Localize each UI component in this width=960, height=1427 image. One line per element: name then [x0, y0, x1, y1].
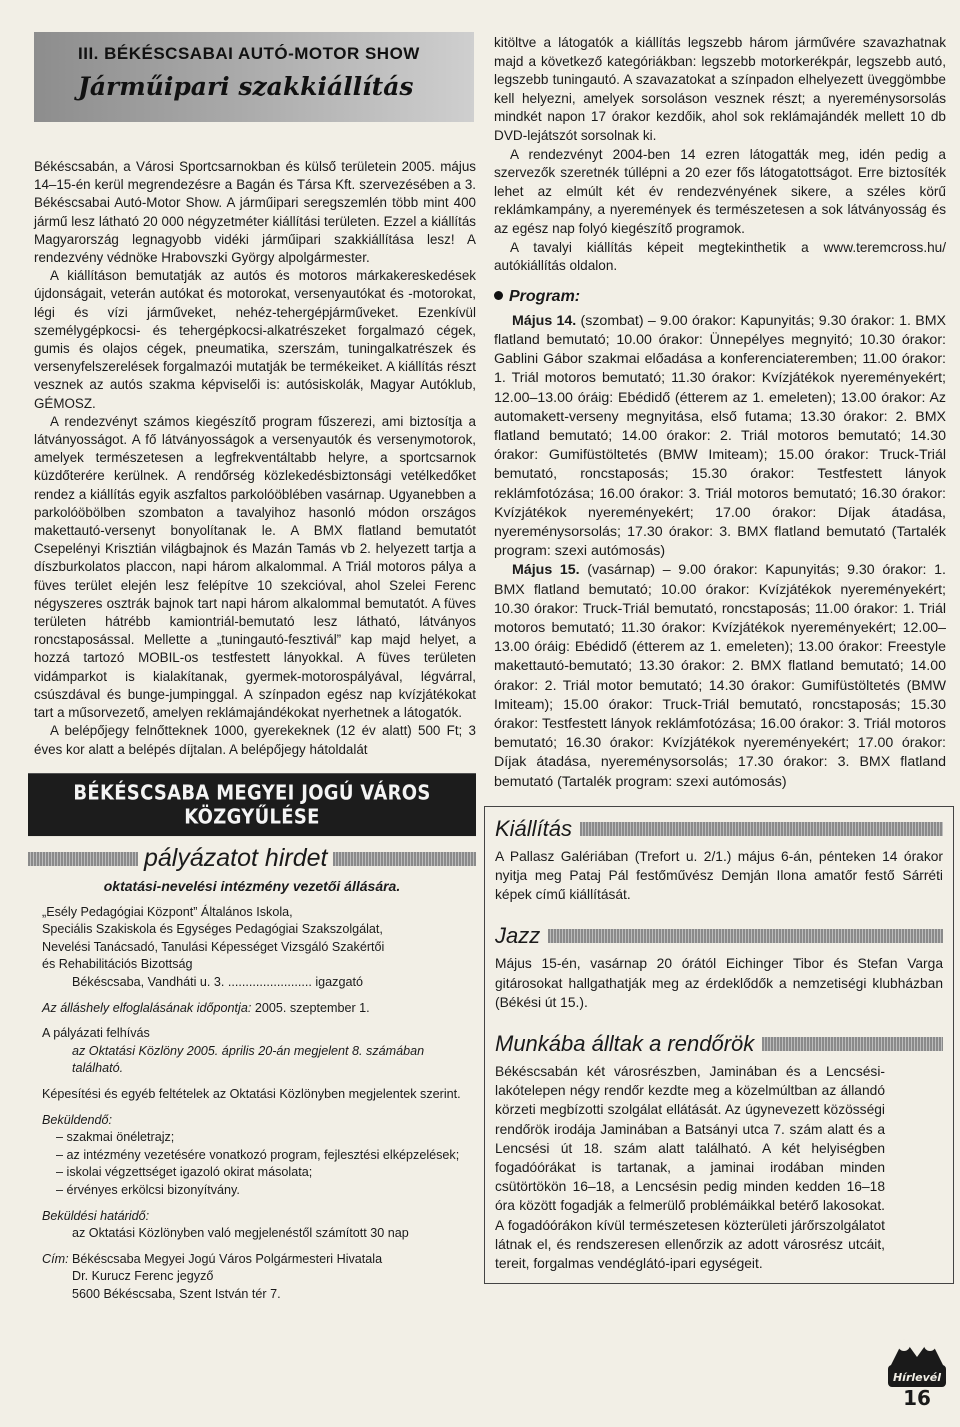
notice-subtitle-row	[28, 844, 476, 874]
right-column	[494, 34, 946, 1284]
hirlevel-logo-icon	[886, 1327, 948, 1409]
section-text	[495, 954, 943, 1012]
job-notice	[28, 773, 476, 1304]
list-item: – érvényes erkölcsi bizonyítvány.	[52, 1182, 462, 1200]
submit-list	[52, 1129, 462, 1199]
main-paragraph: A belépőjegy felnőtteknek 1000, gyerekeknek (12 év alatt) 500 Ft; 3 éves kor alatt a belépés díjtalan. A belépőjegy hátoldalát	[34, 723, 476, 757]
section-paragraph: Május 15-én, vasárnap 20 órától Eichinger Tibor és Stefan Varga gitárosokat hallgathatják meg az érdeklődők a nemzetiségi klubházban (Békési út 15.).	[495, 956, 943, 1010]
article-banner	[34, 32, 474, 122]
section-title: Jazz	[495, 923, 541, 949]
institution-address: Békéscsaba, Vandháti u. 3. ........................ igazgató	[72, 975, 363, 990]
call-label: A pályázati felhívás	[42, 1026, 150, 1041]
address-lines	[72, 1251, 382, 1304]
deadline-value: az Oktatási Közlönyben való megjelenéstől számított 30 nap	[72, 1226, 409, 1241]
notice-header: BÉKÉSCSABA MEGYEI JOGÚ VÁROS KÖZGYŰLÉSE	[28, 774, 476, 836]
list-item: – az intézmény vezetésére vonatkozó program, fejlesztési elképzelések;	[52, 1147, 462, 1165]
short-news-box	[484, 806, 954, 1284]
submit-section	[42, 1112, 462, 1200]
main-paragraph: A kiállításon bemutatják az autós és motoros márkakereskedések újdonságait, veterán autókat és motorokat, versenyautókat és -motorokat, légi és vízi járműveket, nehéz-tehergépjárműveket. Ezenkívül személygépkocsi- és tehergépkocsi-alkatrészeket forgalmazó cégek, gumis és olajos cégek, pneumatika, szerszám, tuningalkatrészek és versenyfelszerelések forgalmazói mutatják be termékeiket. A kiállítás részt vesznek az autós szakma képviselői is: autósiskolák, Magyar Autóklub, GÉMOSZ.	[34, 268, 476, 411]
program-day-1	[494, 312, 946, 562]
notice-body	[42, 904, 462, 1304]
institution-line: Speciális Szakiskola és Egységes Pedagógiai Szakszolgálat,	[42, 922, 383, 937]
address-section	[42, 1251, 462, 1304]
deadline-section	[42, 1208, 462, 1243]
decorative-bar	[580, 822, 943, 836]
submit-label: Beküldendő:	[42, 1112, 113, 1127]
section-text	[495, 1062, 943, 1273]
page-number: 16	[903, 1386, 931, 1409]
section-text	[495, 847, 943, 905]
decorative-bar	[333, 852, 476, 866]
section-title-row	[495, 815, 943, 843]
day-label: Május 15.	[512, 562, 580, 579]
institution-name	[42, 904, 462, 992]
list-item: – iskolai végzettséget igazoló okirat másolata;	[52, 1164, 462, 1182]
program-schedule	[494, 312, 946, 792]
address-label: Cím:	[42, 1251, 69, 1266]
notice-subtitle: pályázatot hirdet	[144, 844, 328, 873]
program-day-2	[494, 561, 946, 791]
section-paragraph: Békéscsabán két városrészben, Jaminában és a Lencsési-lakótelepen négy rendőr kezdte meg a közelmúltban az állandó körzeti megbízotti szolgálat ellátását. Az úgynevezett közösségi rendőrök irodája Jaminában a Batsányi utca 7. szám alatt és a Lencsési út 18. szám alatt található. A két helyiségben fogadóórákat is tartanak, a jaminai irodában minden csütörtökön 16–18, a Lencsésin pedig minden kedden 16–18 óra között fogadják a felmerülő problémáikkal betérő lakosokat. A fogadóórákon kívül természetesen közterületi járőrszolgálatot látnak el, és rendszeresen ellenőrzik az adott városrész utcáit, tereit, forgalmas vendéglátó-ipari egységeit.	[495, 1064, 885, 1272]
address-line: Békéscsaba Megyei Jogú Város Polgármesteri Hivatala	[72, 1251, 383, 1266]
main-article	[34, 158, 476, 759]
bullet-icon	[494, 291, 503, 300]
program-heading	[494, 288, 946, 306]
decorative-bar	[762, 1037, 943, 1051]
institution-line: és Rehabilitációs Bizottság	[42, 957, 193, 972]
logo-text: Hírlevél	[892, 1371, 942, 1384]
section-title-row	[495, 1030, 943, 1058]
decorative-bar	[28, 852, 138, 866]
section-paragraph: A Pallasz Galériában (Trefort u. 2/1.) május 6-án, pénteken 14 órakor nyitja meg Pataj Pál festőművész Demján Ilona amatőr festő Sárréti képek című kiállítását.	[495, 848, 943, 903]
continuation-paragraph: kitöltve a látogatók a kiállítás legszebb három járművére szavazhatnak majd a következő kategóriákban: legszebb motorkerékpár, legszebb autó, legszebb tuningautó. A szavazatokat a színpadon elhelyezett üveggömbbe kell helyezni, amelyek sorsoláson vesznek részt; a nyereménysorsolás mindkét napon 17 órakor kezdőik, ahol sok reklámajándék mellett 10 db DVD-lejátszót sorsolnak ki.	[494, 35, 946, 143]
article-continuation	[494, 34, 946, 276]
article-kicker: III. BÉKÉSCSABAI AUTÓ-MOTOR SHOW	[78, 44, 420, 63]
continuation-paragraph: A tavalyi kiállítás képeit megtekinthetik a www.teremcross.hu/ autókiállítás oldalon.	[494, 239, 946, 274]
decorative-bar	[548, 929, 943, 943]
call-value: az Oktatási Közlöny 2005. április 20-án megjelent 8. számában található.	[72, 1043, 425, 1076]
address-line: 5600 Békéscsaba, Szent István tér 7.	[72, 1286, 281, 1301]
article-headline: Járműipari szakkiállítás	[78, 72, 414, 101]
start-date	[42, 1000, 462, 1018]
call-info	[42, 1025, 462, 1078]
section-title: Munkába álltak a rendőrök	[495, 1031, 755, 1057]
section-title-row	[495, 922, 943, 950]
address-line: Dr. Kurucz Ferenc jegyző	[72, 1269, 214, 1284]
main-paragraph: Békéscsabán, a Városi Sportcsarnokban és külső területein 2005. május 14–15-én kerül megrendezésre a Bagán és Társa Kft. szervezésében a 3. Békéscsabai Autó-Motor Show. A járműipari seregszemlén több mint 400 jármű lesz látható 20 000 négyzetméter kiállítási területen. Ezzel a kiállítás Magyarország legnagyobb vidéki járműipari szakkiállítása lesz! A rendezvény védnöke Hrabovszki György alpolgármester.	[34, 159, 476, 266]
left-column	[24, 32, 476, 1304]
list-item: – szakmai önéletrajz;	[52, 1129, 462, 1147]
section-title: Kiállítás	[495, 815, 573, 841]
program-heading-text: Program:	[509, 287, 581, 305]
institution-line: „Esély Pedagógiai Központ” Általános Iskola,	[42, 904, 293, 919]
day-text: (szombat) – 9.00 órakor: Kapunyitás; 9.30 órakor: 1. BMX flatland bemutató; 10.00 órakor: Ünnepélyes megnyitó; 10.30 órakor: Gablini Gábor szakmai előadása a konferenciateremben; 11.00 órakor: 1. Triál motoros bemutató; 11.30 órakor: Kvízjátékok nyereményekért; 12.00–13.00 óráig: Ebédidő (étterem az 1. emeleten); 13.00 órakor: Az automakett-verseny megnyitása, első futama; 13.30 órakor: 2. BMX flatland bemutató; 14.00 órakor: 2. Triál motoros bemutató; 14.30 órakor: Gumifüstöltetés (BMW Imiteam); 15.00 órakor: Truck-Triál bemutató, roncstaposás; 15.30 órakor: Testfestett lányok reklámfotózása; 16.00 órakor: 3. Triál motoros bemutató; 16.30 órakor: Kvízjátékok nyereményekért; 17.00 órakor: Díjak átadása, nyereménysorsolás; 17.30 órakor: 3. BMX flatland bemutató (Tartalék program: szexi autómosás)	[494, 312, 946, 560]
deadline-label: Beküldési határidő:	[42, 1208, 150, 1223]
day-label: Május 14.	[512, 312, 577, 329]
start-label: Az álláshely elfoglalásának időpontja:	[42, 1000, 252, 1015]
day-text: (vasárnap) – 9.00 órakor: Kapunyitás; 9.30 órakor: 1. BMX flatland bemutató; 10.00 órakor: Kvízjátékok nyereményekért; 10.30 órakor: Truck-Triál bemutató, roncstaposás; 11.00 órakor: 1. Triál motoros bemutató; 11.30 órakor: Kvízjátékok nyereményekért; 12.00–13.00 óráig: Ebédidő (étterem az 1. emeleten); 13.00 órakor: Freestyle makettautó-bemutató; 13.30 órakor: 2. BMX flatland bemutató; 14.00 órakor: 2. Triál motor bemutató; 14.30 órakor: Gumifüstöltetés (BMW Imiteam); 15.00 órakor: Truck-Triál bemutató, roncstaposás; 15.30 órakor: Testfestett lányok reklámfotózása; 16.00 órakor: 3. Triál motoros bemutató; 16.30 órakor: Kvízjátékok nyereményekért; 17.00 órakor: Díjak átadása, nyereménysorsolás; 17.30 órakor: 3. BMX flatland bemutató (Tartalék program: szexi autómosás)	[494, 562, 946, 790]
main-paragraph: A rendezvényt számos kiegészítő program fűszerezi, ami biztosítja a látványosságot. A fő látványosságok a versenyautók és versenymotorok, amelyek természetesen a legfrekventáltabb helyre, a sportcsarnok küzdőterére kerülnek. A rendőrség közlekedésbiztonsági vetélkedőket rendez a kiállítás egyik aszfaltos parkolóöblében vasárnap. Ugyanebben a parkolóöbölben szombaton a tavalyihoz hasonló módon országos makettautó-versenyt bonyolítanak le. A BMX flatland bemutatót Csepelényi Krisztián világbajnok és Mazán Tamás vb 2. helyezett tartja a díszburkolatos placcon, napi három alkalommal. A Triál motoros pálya a füves terület elején lesz felépítve 10 szekcióval, ahol Szelei Ferenc négyszeres osztrák bajnok tart napi három alkalommal bemutatót. A füves területen hátrébb kamiontriál-bemutató lesz látható, látványos roncstaposással. Mellette a „tuningautó-fesztivál” kap majd helyet, a hozzá tartozó MOBIL-os testfestett lányokkal. A füves területen vidámparkot is kialakítanak, gyermek-motorospályával, légvárral, csúszdával és bunge-jumpinggal. A színpadon egész nap kvízjátékokat tart a műsorvezető, amelyen reklámajándékokat nyerhetnek a látogatók.	[34, 413, 476, 721]
notice-lead: oktatási-nevelési intézmény vezetői állására.	[103, 877, 401, 894]
requirements: Képesítési és egyéb feltételek az Oktatási Közlönyben megjelentek szerint.	[42, 1087, 461, 1102]
continuation-paragraph: A rendezvényt 2004-ben 14 ezren látogatták meg, idén pedig a szervezők szeretnék túllépni a 20 ezer fős látogatottságot. Erre biztosíték lehet az elmúlt két év rendezvényének sikere, a széles körű reklámkampány, a nyeremények és természetesen a sok látványosság és az egész nap folyó kiegészítő programok.	[494, 146, 946, 236]
start-value: 2005. szeptember 1.	[254, 1000, 370, 1015]
institution-line: Nevelési Tanácsadó, Tanulási Képességet Vizsgáló Szakértői	[42, 939, 385, 954]
